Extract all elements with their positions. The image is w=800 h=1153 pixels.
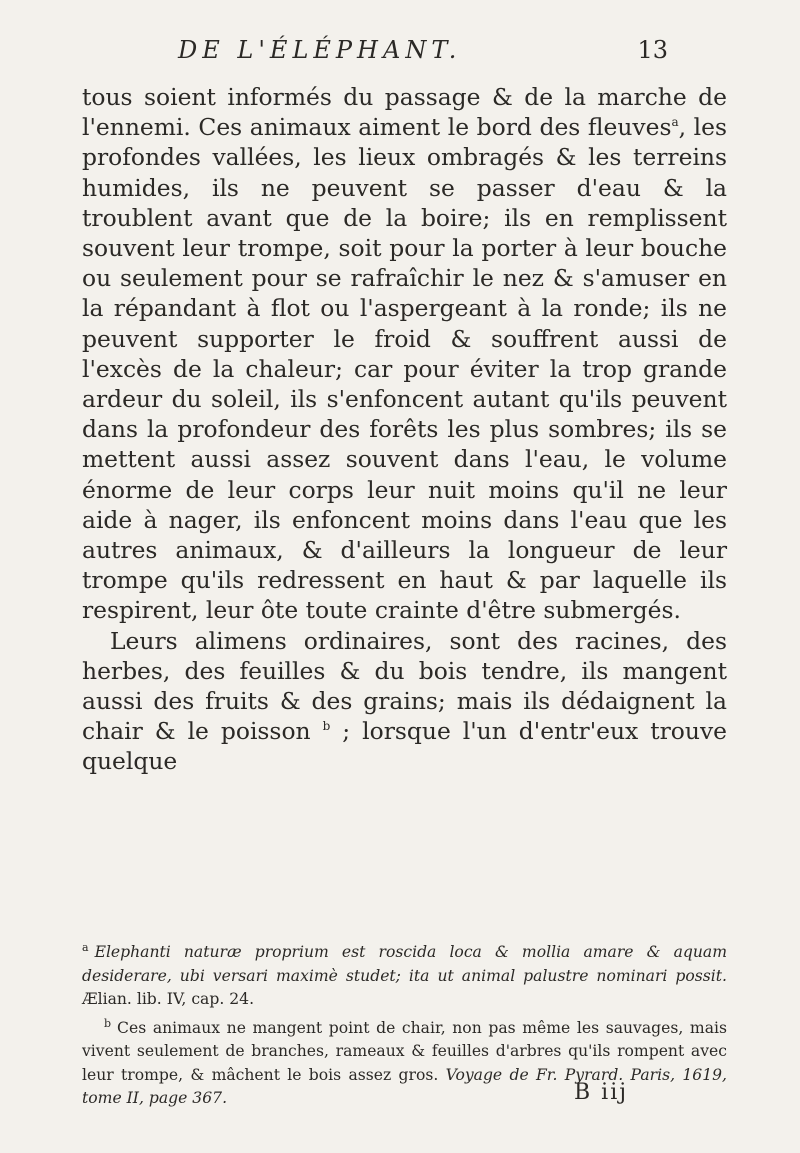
footnote-marker-b: b bbox=[104, 1016, 112, 1030]
footnote-a-citation: Ælian. lib. IV, cap. 24. bbox=[82, 990, 255, 1008]
main-text bbox=[82, 82, 727, 777]
signature-mark: B iij bbox=[574, 1080, 629, 1105]
paragraph-2-part-1: Leurs alimens ordinaires, sont des racines, des herbes, des feuilles & du bois tendre, ils mangent aussi des fruits & des grains; mais ils dédaignent la chair & le poisson bbox=[82, 626, 727, 746]
footnote-a-latin: Elephanti naturæ proprium est roscida loca & mollia amare & aquam desiderare, ubi versari maximè studet; ita ut animal palustre nominari possit. bbox=[82, 943, 727, 985]
running-header bbox=[178, 36, 668, 64]
paragraph-2 bbox=[82, 626, 727, 777]
footnote-ref-a: a bbox=[671, 115, 679, 130]
footnotes bbox=[82, 936, 727, 1111]
paragraph-1 bbox=[82, 82, 727, 626]
paragraph-1-part-1: tous soient informés du passage & de la marche de l'ennemi. Ces animaux aiment le bord des fleuves bbox=[82, 83, 727, 142]
paragraph-1-part-2: , les profondes vallées, les lieux ombragés & les terreins humides, ils ne peuvent se passer d'eau & la troublent avant que de la boire; ils en remplissent souvent leur trompe, soit pour la porter à leur bouche ou seulement pour se rafraîchir le nez & s'amuser en la répandant à flot ou l'aspergeant à la ronde; ils ne peuvent supporter le froid & souffrent aussi de l'excès de la chaleur; car pour éviter la trop grande ardeur du soleil, ils s'enfoncent autant qu'ils peuvent dans la profondeur des forêts les plus sombres; ils se mettent aussi assez souvent dans l'eau, le volume énorme de leur corps leur nuit moins qu'il ne leur aide à nager, ils enfoncent moins dans l'eau que les autres animaux, & d'ailleurs la longueur de leur trompe qu'ils redressent en haut & par laquelle ils respirent, leur ôte toute crainte d'être submergés. bbox=[82, 113, 727, 625]
paragraph-2-part-2: ; lorsque l'un d'entr'eux trouve quelque bbox=[82, 717, 728, 776]
footnote-a bbox=[82, 936, 727, 1012]
running-title: DE L'ÉLÉPHANT. bbox=[178, 36, 462, 64]
footnote-b-source: Voyage de Fr. Pyrard. Paris, 1619, tome II, page 367. bbox=[82, 1065, 727, 1107]
page-number: 13 bbox=[637, 36, 668, 64]
footnote-b-text: Ces animaux ne mangent point de chair, non pas même les sauvages, mais vivent seulement de branches, rameaux & feuilles d'arbres qu'ils rompent avec leur trompe, & mâchent le bois assez gros. bbox=[82, 1018, 727, 1084]
footnote-b bbox=[82, 1012, 727, 1111]
footnote-ref-b: b bbox=[322, 719, 331, 734]
footnote-marker-a: a bbox=[82, 941, 89, 954]
